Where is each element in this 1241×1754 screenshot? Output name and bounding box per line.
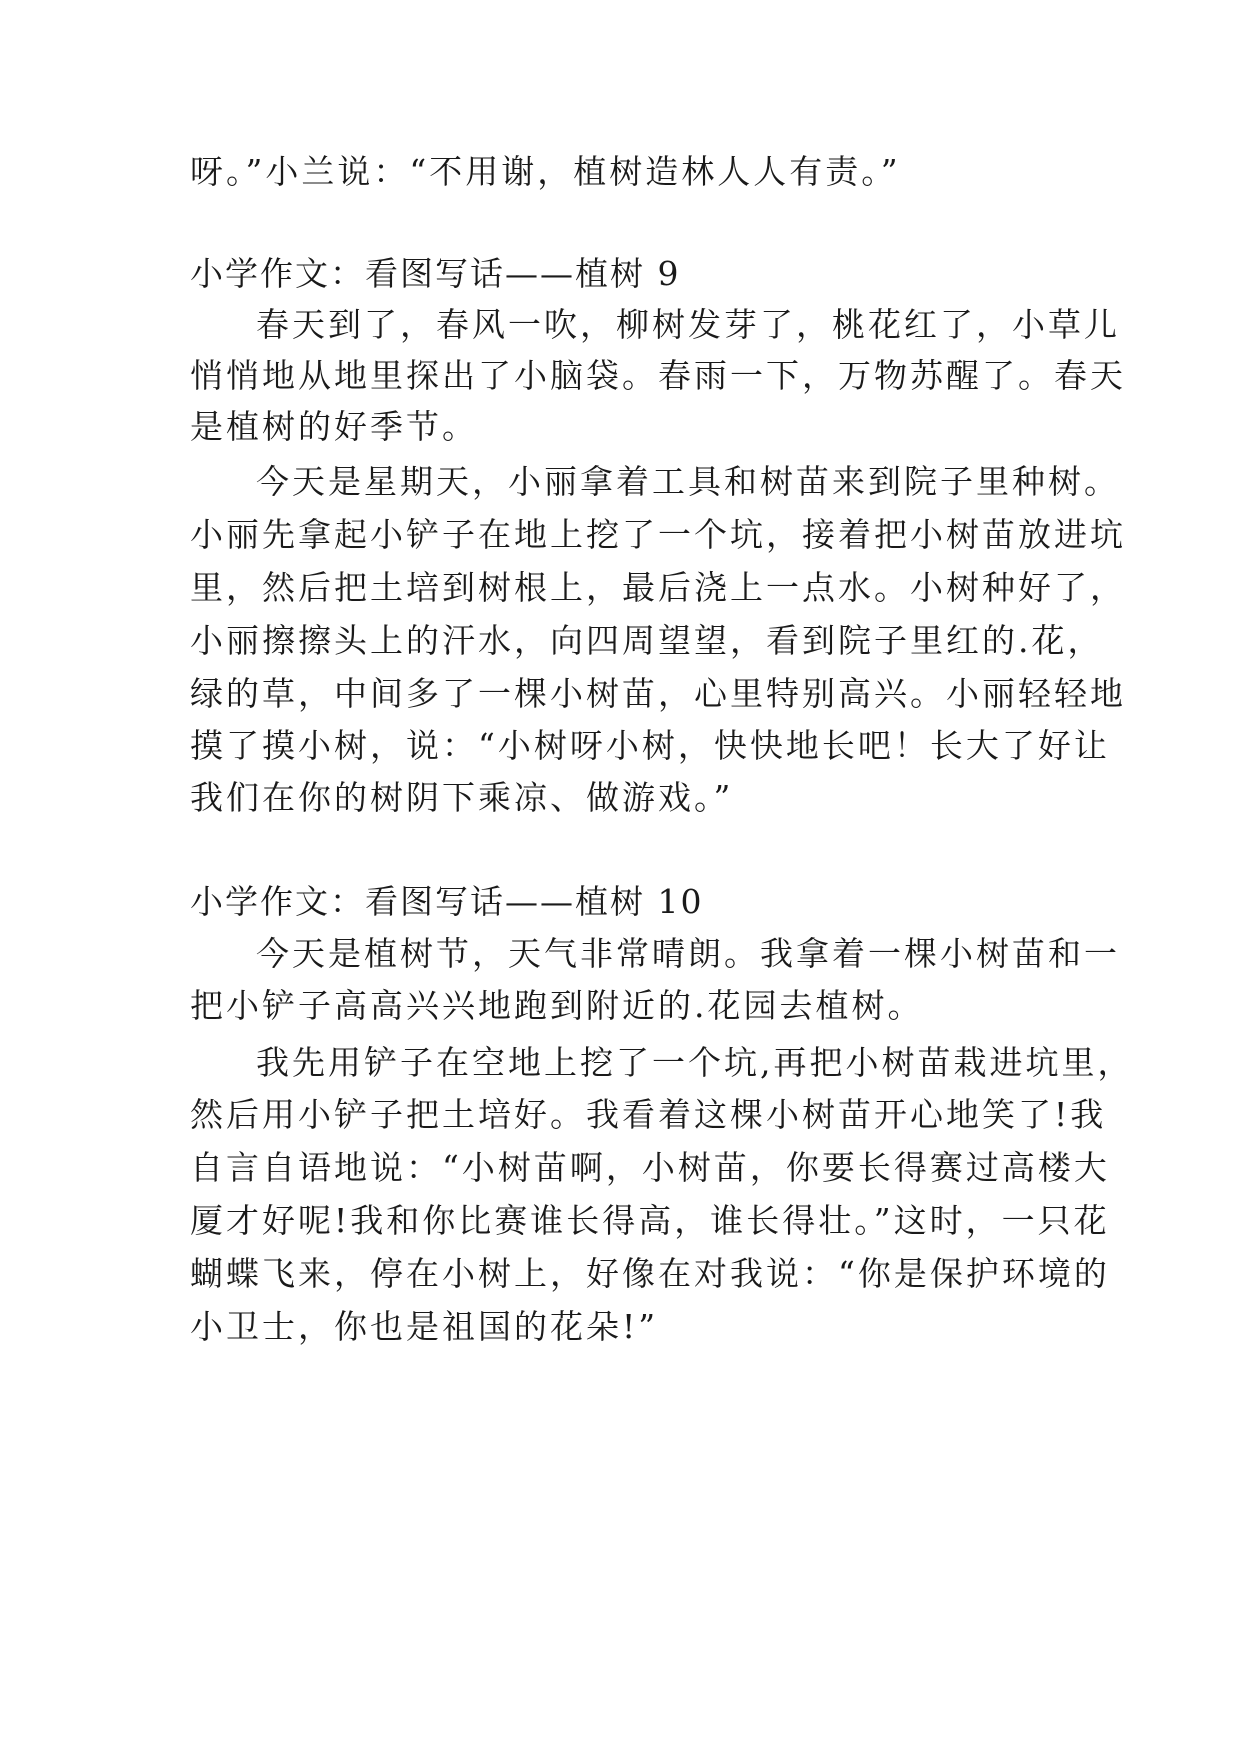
- paragraph-line: 小卫士，你也是祖国的花朵!”: [190, 1307, 659, 1346]
- paragraph-line: 我先用铲子在空地上挖了一个坑,再把小树苗栽进坑里，: [256, 1043, 1134, 1082]
- paragraph-line: 我们在你的树阴下乘凉、做游戏。”: [190, 778, 734, 817]
- paragraph-line: 里，然后把土培到树根上，最后浇上一点水。小树种好了，: [190, 568, 1126, 607]
- paragraph-line: 自言自语地说：“小树苗啊，小树苗，你要长得赛过高楼大: [190, 1148, 1110, 1187]
- paragraph-line: 摸了摸小树，说：“小树呀小树，快快地长吧！长大了好让: [190, 726, 1110, 765]
- paragraph-line: 小丽擦擦头上的汗水，向四周望望，看到院子里红的.花，: [190, 621, 1104, 660]
- paragraph-line: 呀。”小兰说：“不用谢，植树造林人人有责。”: [190, 152, 901, 191]
- paragraph-line: 小丽先拿起小铲子在地上挖了一个坑，接着把小树苗放进坑: [190, 515, 1126, 554]
- paragraph-line: 绿的草，中间多了一棵小树苗，心里特别高兴。小丽轻轻地: [190, 674, 1126, 713]
- paragraph-line: 今天是星期天，小丽拿着工具和树苗来到院子里种树。: [256, 462, 1120, 501]
- section-heading-9: 小学作文：看图写话——植树 9: [190, 254, 681, 293]
- paragraph-line: 然后用小铲子把土培好。我看着这棵小树苗开心地笑了!我: [190, 1095, 1107, 1134]
- paragraph-line: 厦才好呢!我和你比赛谁长得高，谁长得壮。”这时，一只花: [190, 1201, 1110, 1240]
- section-heading-10: 小学作文：看图写话——植树 10: [190, 882, 704, 921]
- paragraph-line: 春天到了，春风一吹，柳树发芽了，桃花红了，小草儿: [256, 305, 1120, 344]
- paragraph-line: 把小铲子高高兴兴地跑到附近的.花园去植树。: [190, 986, 924, 1025]
- paragraph-line: 是植树的好季节。: [190, 407, 478, 446]
- paragraph-line: 悄悄地从地里探出了小脑袋。春雨一下，万物苏醒了。春天: [190, 356, 1126, 395]
- paragraph-line: 今天是植树节，天气非常晴朗。我拿着一棵小树苗和一: [256, 934, 1120, 973]
- paragraph-line: 蝴蝶飞来，停在小树上，好像在对我说：“你是保护环境的: [190, 1254, 1110, 1293]
